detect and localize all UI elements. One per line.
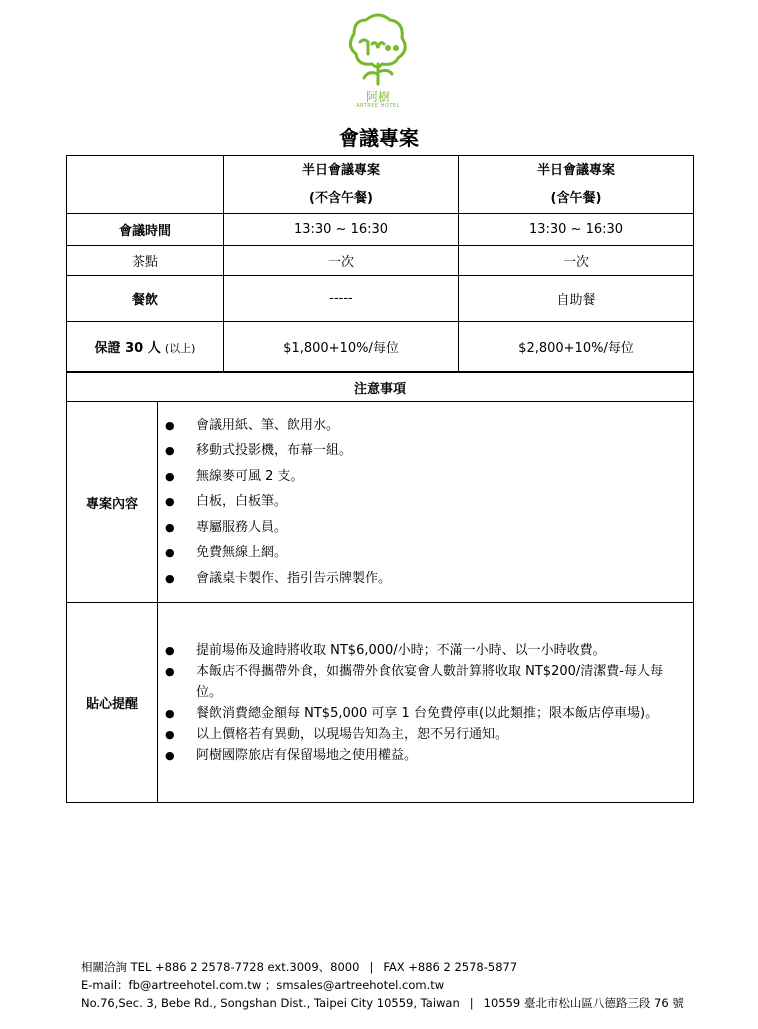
list-item: ● 免費無線上網。 — [158, 540, 693, 566]
row-label-tea: 茶點 — [67, 246, 224, 276]
list-item: ● 以上價格若有異動，以現場告知為主，恕不另行通知。 — [158, 724, 693, 745]
footer-address-zh: 10559 臺北市松山區八德路三段 76 號 — [483, 996, 684, 1010]
table-cell: 自助餐 — [459, 276, 694, 322]
guarantee-label: 保證 30 人 — [94, 341, 161, 356]
section-label-reminders: 貼心提醒 — [67, 603, 158, 803]
table-cell: 13:30 ~ 16:30 — [459, 214, 694, 246]
table-row — [67, 214, 694, 246]
list-item: ● 移動式投影機，布幕一組。 — [158, 438, 693, 464]
list-item: ● 阿樹國際旅店有保留場地之使用權益。 — [158, 745, 693, 766]
notes-title: 注意事項 — [67, 372, 694, 402]
footer-email: E-mail：fb@artreehotel.com.tw ；smsales@artreehotel.com.tw — [81, 978, 445, 992]
tree-logo-icon — [338, 8, 418, 88]
list-item: ● 餐飲消費總金額每 NT$5,000 可享 1 台免費停車(以此類推；限本飯店停車場)。 — [158, 703, 693, 724]
reminders-list — [158, 640, 693, 766]
notes-title-row — [67, 372, 694, 402]
plan-name: 半日會議專案 — [536, 162, 615, 178]
content-list — [158, 413, 693, 592]
plan-name: 半日會議專案 — [301, 162, 380, 178]
plan-header-no-lunch — [224, 156, 459, 214]
list-item: ● 本飯店不得攜帶外食，如攜帶外食依宴會人數計算將收取 NT$200/清潔費-每人每位。 — [158, 661, 693, 703]
notes-table — [66, 371, 694, 803]
corner-cell — [67, 156, 224, 214]
section-row — [67, 402, 694, 603]
list-item: ● 會議桌卡製作、指引告示牌製作。 — [158, 566, 693, 592]
section-body-content — [158, 402, 694, 603]
row-label-meal: 餐飲 — [67, 276, 224, 322]
plan-header-with-lunch — [459, 156, 694, 214]
page-title: 會議專案 — [339, 126, 419, 150]
row-label-guarantee — [67, 322, 224, 372]
list-item: ● 白板，白板筆。 — [158, 489, 693, 515]
list-item: ● 提前場佈及逾時將收取 NT$6,000/小時；不滿一小時、以一小時收費。 — [158, 640, 693, 661]
section-body-reminders — [158, 603, 694, 803]
footer-address-en: No.76,Sec. 3, Bebe Rd., Songshan Dist., Taipei City 10559, Taiwan — [81, 996, 460, 1010]
table-cell: $1,800+10%/每位 — [224, 322, 459, 372]
table-row — [67, 322, 694, 372]
list-item: ● 無線麥可風 2 支。 — [158, 464, 693, 490]
footer-separator: | — [469, 996, 474, 1010]
table-cell: 一次 — [459, 246, 694, 276]
table-row — [67, 276, 694, 322]
plan-note: (含午餐) — [550, 190, 602, 206]
table-header-row — [67, 156, 694, 214]
meeting-plan-document — [66, 155, 693, 803]
table-cell: $2,800+10%/每位 — [459, 322, 694, 372]
hotel-logo — [338, 8, 418, 108]
table-row — [67, 246, 694, 276]
table-cell: 13:30 ~ 16:30 — [224, 214, 459, 246]
footer-address-line — [81, 995, 684, 1011]
row-label-time: 會議時間 — [67, 214, 224, 246]
logo-chinese-name: 阿樹 — [365, 90, 390, 104]
guarantee-suffix: (以上) — [164, 342, 196, 355]
footer-contact: 相關洽詢 TEL +886 2 2578-7728 ext.3009、8000 — [81, 960, 360, 974]
list-item: ● 專屬服務人員。 — [158, 515, 693, 541]
table-cell: 一次 — [224, 246, 459, 276]
section-label-content: 專案內容 — [67, 402, 158, 603]
footer-fax: FAX +886 2 2578-5877 — [383, 960, 518, 974]
list-item: ● 會議用紙、筆、飲用水。 — [158, 413, 693, 439]
table-cell: ----- — [224, 276, 459, 322]
section-row — [67, 603, 694, 803]
footer-separator: | — [369, 960, 374, 974]
logo-english-name: ARTREE HOTEL — [356, 103, 400, 109]
plan-note: (不含午餐) — [309, 190, 373, 206]
footer-contact-line — [81, 959, 517, 975]
pricing-table — [66, 155, 694, 372]
